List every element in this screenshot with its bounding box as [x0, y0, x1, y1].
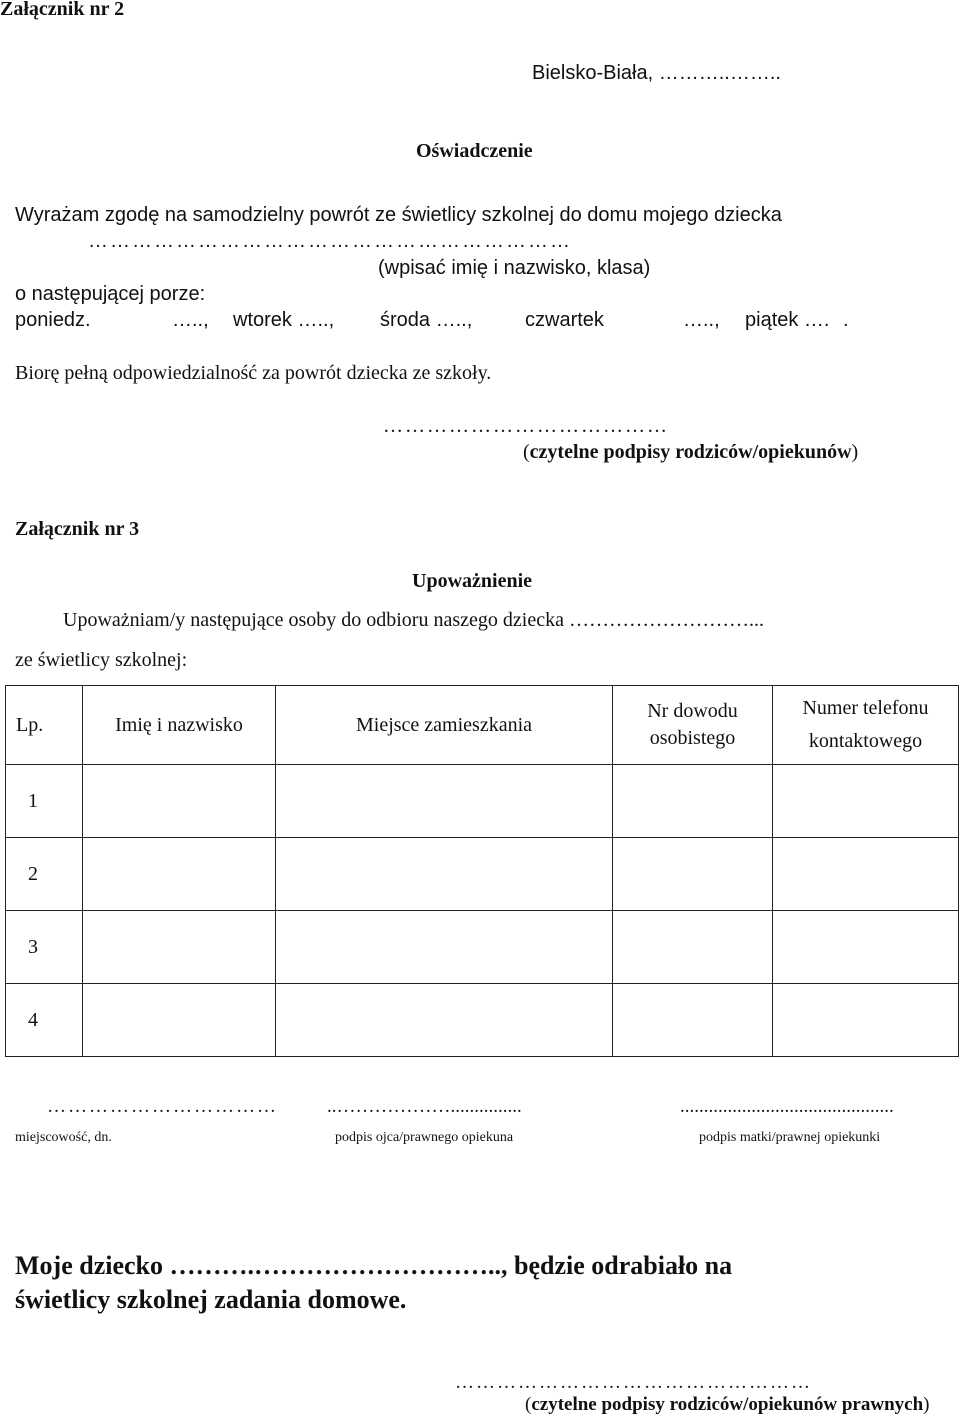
homework-signature-field[interactable]: …………………………………………… [455, 1372, 812, 1393]
parents-signature-label: (czytelne podpisy rodziców/opiekunów) [523, 441, 859, 463]
cell-name[interactable] [83, 765, 276, 838]
attachment-3-title: Załącznik nr 3 [15, 518, 140, 540]
cell-id[interactable] [613, 765, 773, 838]
cell-name[interactable] [83, 838, 276, 911]
col-header-id-line1: Nr dowodu [647, 700, 738, 722]
cell-name[interactable] [83, 984, 276, 1057]
day-thursday-field[interactable]: ….., [683, 309, 720, 331]
row-number: 2 [6, 838, 83, 911]
col-header-phone-line2: kontaktowego [808, 730, 923, 752]
cell-address[interactable] [276, 984, 613, 1057]
table-row [6, 838, 959, 911]
col-header-lp: Lp. [6, 686, 83, 765]
authorized-persons-table [5, 685, 959, 1057]
time-label: o następującej porze: [15, 283, 206, 305]
cell-id[interactable] [613, 911, 773, 984]
cell-id[interactable] [613, 838, 773, 911]
row-number: 4 [6, 984, 83, 1057]
table-header-row [6, 686, 959, 765]
cell-id[interactable] [613, 984, 773, 1057]
place-date-field[interactable]: Bielsko-Biała, ………..…….. [532, 62, 781, 84]
day-friday[interactable]: piątek …. [745, 309, 830, 331]
day-monday: poniedz. [15, 309, 91, 331]
day-friday-field: . [843, 309, 849, 331]
col-header-address: Miejsce zamieszkania [276, 686, 613, 765]
cell-address[interactable] [276, 911, 613, 984]
child-name-field[interactable]: ………………………………………………………… [88, 230, 572, 252]
homework-statement-line2: świetlicy szkolnej zadania domowe. [15, 1285, 407, 1314]
cell-name[interactable] [83, 911, 276, 984]
cell-address[interactable] [276, 838, 613, 911]
col-header-id-line2: osobistego [649, 727, 736, 749]
cell-phone[interactable] [773, 911, 959, 984]
table-row [6, 765, 959, 838]
homework-signature-label: (czytelne podpisy rodziców/opiekunów prawnych) [525, 1394, 930, 1415]
place-date-signature-field[interactable]: …………………………… [47, 1096, 278, 1117]
mother-signature-field[interactable]: ............................................. [680, 1096, 894, 1117]
col-header-name: Imię i nazwisko [83, 686, 276, 765]
authorization-heading: Upoważnienie [412, 570, 532, 592]
cell-address[interactable] [276, 765, 613, 838]
child-name-hint: (wpisać imię i nazwisko, klasa) [378, 257, 651, 279]
attachment-2-title: Załącznik nr 2 [0, 0, 125, 20]
row-number: 1 [6, 765, 83, 838]
consent-text: Wyrażam zgodę na samodzielny powrót ze świetlicy szkolnej do domu mojego dziecka [15, 204, 782, 226]
authorization-text[interactable]: Upoważniam/y następujące osoby do odbioru naszego dziecka ………………………... [63, 609, 764, 631]
responsibility-text: Biorę pełną odpowiedzialność za powrót dziecka ze szkoły. [15, 362, 492, 384]
mother-signature-label: podpis matki/prawnej opiekunki [699, 1130, 881, 1145]
col-header-phone-line1: Numer telefonu [802, 697, 929, 719]
day-wednesday[interactable]: środa ….., [380, 309, 473, 331]
authorization-from-text: ze świetlicy szkolnej: [15, 649, 188, 671]
table-row [6, 984, 959, 1057]
homework-statement-line1[interactable]: Moje dziecko ……….……………………….., będzie odrabiało na [15, 1251, 733, 1280]
declaration-heading: Oświadczenie [416, 140, 533, 162]
place-date-label: miejscowość, dn. [15, 1130, 112, 1145]
col-header-phone [773, 686, 959, 765]
cell-phone[interactable] [773, 984, 959, 1057]
col-header-id [613, 686, 773, 765]
homework-signature-label-text: czytelne podpisy rodziców/opiekunów prawnych [531, 1394, 924, 1415]
day-thursday: czwartek [525, 309, 604, 331]
day-monday-field[interactable]: ….., [172, 309, 209, 331]
table-row [6, 911, 959, 984]
day-tuesday[interactable]: wtorek ….., [233, 309, 335, 331]
row-number: 3 [6, 911, 83, 984]
father-signature-field[interactable]: ..………………............... [327, 1096, 522, 1117]
parents-signature-field[interactable]: ………………………………… [383, 415, 669, 437]
parents-signature-label-text: czytelne podpisy rodziców/opiekunów [529, 441, 852, 463]
cell-phone[interactable] [773, 838, 959, 911]
cell-phone[interactable] [773, 765, 959, 838]
father-signature-label: podpis ojca/prawnego opiekuna [335, 1130, 514, 1145]
